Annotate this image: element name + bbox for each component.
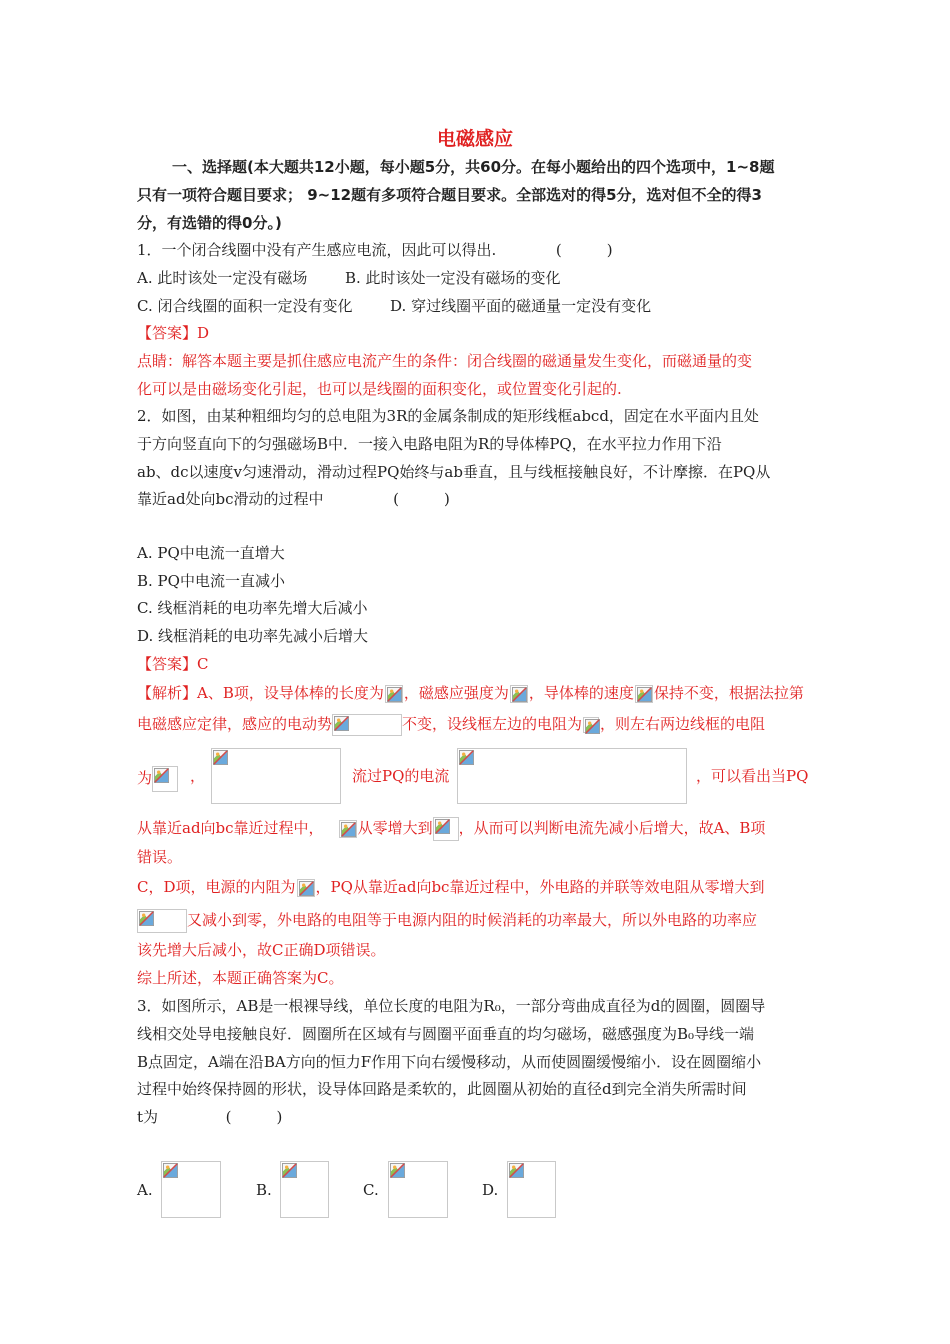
formula-image — [635, 685, 653, 703]
q2-stem-line-4 — [137, 489, 450, 509]
q3-paren: ( ) — [225, 1108, 283, 1126]
broken-image-icon — [509, 1163, 524, 1178]
formula-image — [510, 685, 528, 703]
q2-stem-line-1: 2．如图，由某种粗细均匀的总电阻为3R的金属条制成的矩形线框abcd，固定在水平面内且处 — [137, 407, 759, 425]
q2-option-d: D. 线框消耗的电功率先减小后增大 — [137, 627, 369, 645]
formula-image-large — [211, 748, 341, 804]
section-intro-line-2: 只有一项符合题目要求； 9~12题有多项符合题目要求。全部选对的得5分，选对但不全的得3 — [137, 186, 762, 204]
q2-analysis-line-7 — [137, 909, 757, 933]
analysis-text: 不变，设线框左边的电阻为 — [402, 715, 583, 733]
q2-option-c: C. 线框消耗的电功率先增大后减小 — [137, 599, 368, 617]
formula-image — [332, 714, 402, 736]
q3-option-b-label: B. — [256, 1181, 272, 1199]
q2-analysis-line-8: 该先增大后减小，故C正确D项错误。 — [137, 941, 386, 959]
q2-analysis-line-5: 错误。 — [137, 848, 183, 866]
broken-image-icon — [139, 911, 154, 926]
broken-image-icon — [163, 1163, 178, 1178]
q1-stem-text: 1．一个闭合线圈中没有产生感应电流，因此可以得出. — [137, 241, 497, 259]
broken-image-icon — [390, 1163, 405, 1178]
formula-image — [339, 820, 357, 838]
analysis-text: 从零增大到 — [357, 819, 433, 837]
analysis-text: 从靠近ad向bc靠近过程中， — [137, 819, 324, 837]
analysis-text: ，PQ从靠近ad向bc靠近过程中，外电路的并联等效电阻从零增大到 — [315, 878, 765, 896]
q2-analysis-line-9: 综上所述，本题正确答案为C。 — [137, 969, 344, 987]
analysis-text: ，磁感应强度为 — [403, 684, 509, 702]
q3-option-d-label: D. — [482, 1181, 499, 1199]
q2-paren: ( ) — [393, 490, 450, 508]
broken-image-icon — [334, 716, 349, 731]
broken-image-icon — [341, 822, 356, 837]
q2-analysis-comma: ， — [190, 767, 206, 785]
q3-option-d-image — [507, 1161, 556, 1218]
formula-image — [297, 879, 315, 897]
q1-answer: 【答案】D — [137, 324, 210, 342]
broken-image-icon — [299, 881, 314, 896]
q1-option-d: D. 穿过线圈平面的磁通量一定没有变化 — [390, 297, 652, 315]
broken-image-icon — [512, 687, 527, 702]
q2-analysis-line-1 — [137, 683, 804, 703]
broken-image-icon — [387, 687, 402, 702]
q1-options-row-2 — [137, 296, 651, 316]
page-title: 电磁感应 — [436, 128, 513, 150]
broken-image-icon — [459, 750, 474, 765]
q2-stem-line-3: ab、dc以速度v匀速滑动，滑动过程PQ始终与ab垂直，且与线框接触良好，不计摩擦．在PQ从 — [137, 463, 771, 481]
q3-option-b-image — [280, 1161, 329, 1218]
analysis-text: ，则左右两边线框的电阻 — [600, 715, 766, 733]
broken-image-icon — [154, 768, 169, 783]
q2-option-b: B. PQ中电流一直减小 — [137, 572, 285, 590]
q2-analysis-current-label: 流过PQ的电流 — [352, 767, 450, 785]
q3-stem-line-5 — [137, 1107, 282, 1127]
q1-option-b: B. 此时该处一定没有磁场的变化 — [344, 269, 561, 287]
q1-note-line-2: 化可以是由磁场变化引起，也可以是线圈的面积变化，或位置变化引起的. — [137, 380, 622, 398]
analysis-text: ，导体棒的速度 — [528, 684, 634, 702]
broken-image-icon — [585, 719, 600, 734]
q3-option-a-label: A. — [137, 1181, 153, 1199]
analysis-text: C，D项，电源的内阻为 — [137, 878, 296, 896]
q2-stem-line-2: 于方向竖直向下的匀强磁场B中．一接入电路电阻为R的导体棒PQ，在水平拉力作用下沿 — [137, 435, 722, 453]
q2-stem-text: 靠近ad处向bc滑动的过程中 — [137, 490, 324, 508]
formula-image — [433, 817, 459, 841]
analysis-text: 保持不变，根据法拉第 — [653, 684, 804, 702]
q3-stem-line-4: 过程中始终保持圆的形状，设导体回路是柔软的，此圆圈从初始的直径d到完全消失所需时间 — [137, 1080, 747, 1098]
analysis-text: 【解析】A、B项，设导体棒的长度为 — [137, 684, 384, 702]
formula-image — [385, 685, 403, 703]
q1-stem — [137, 240, 613, 260]
q1-options-row-1 — [137, 268, 561, 288]
q3-stem-line-1: 3．如图所示，AB是一根裸导线，单位长度的电阻为R₀，一部分弯曲成直径为d的圆圈，圆圈导 — [137, 997, 766, 1015]
formula-image — [137, 909, 187, 933]
q2-option-a: A. PQ中电流一直增大 — [137, 544, 285, 562]
q1-paren: ( ) — [555, 241, 613, 259]
q2-answer: 【答案】C — [137, 655, 209, 673]
q1-note-line-1: 点睛：解答本题主要是抓住感应电流产生的条件：闭合线圈的磁通量发生变化，而磁通量的变 — [137, 352, 753, 370]
section-intro-line-3: 分，有选错的得0分。) — [137, 214, 282, 232]
broken-image-icon — [213, 750, 228, 765]
formula-image — [583, 717, 599, 733]
section-intro-line-1: 一、选择题(本大题共12小题，每小题5分，共60分。在每小题给出的四个选项中，1~8题 — [172, 158, 775, 176]
q3-stem-text: t为 — [137, 1108, 159, 1126]
q3-option-c-label: C. — [363, 1181, 379, 1199]
q2-analysis-line-3-tail: ，可以看出当PQ — [696, 767, 809, 785]
formula-image-large — [457, 748, 687, 804]
q3-option-c-image — [388, 1161, 448, 1218]
analysis-text: 又减小到零，外电路的电阻等于电源内阻的时候消耗的功率最大，所以外电路的功率应 — [187, 911, 758, 929]
analysis-text: 电磁感应定律，感应的电动势 — [137, 715, 333, 733]
analysis-text: 为 — [137, 769, 153, 787]
formula-image — [152, 766, 178, 792]
q3-stem-line-3: B点固定，A端在沿BA方向的恒力F作用下向右缓慢移动，从而使圆圈缓慢缩小．设在圆圈缩小 — [137, 1053, 762, 1071]
q2-analysis-line-6 — [137, 877, 764, 897]
q2-analysis-line-3-left — [137, 766, 178, 792]
q1-option-c: C. 闭合线圈的面积一定没有变化 — [137, 297, 353, 315]
broken-image-icon — [282, 1163, 297, 1178]
analysis-text: ，从而可以判断电流先减小后增大，故A、B项 — [458, 819, 766, 837]
broken-image-icon — [637, 687, 652, 702]
q2-analysis-line-4 — [137, 817, 765, 841]
q3-stem-line-2: 线相交处导电接触良好．圆圈所在区域有与圆圈平面垂直的均匀磁场，磁感强度为B₀导线一端 — [137, 1025, 755, 1043]
q3-option-a-image — [161, 1161, 221, 1218]
q1-option-a: A. 此时该处一定没有磁场 — [137, 269, 308, 287]
q2-analysis-line-2 — [137, 714, 765, 736]
broken-image-icon — [435, 819, 450, 834]
